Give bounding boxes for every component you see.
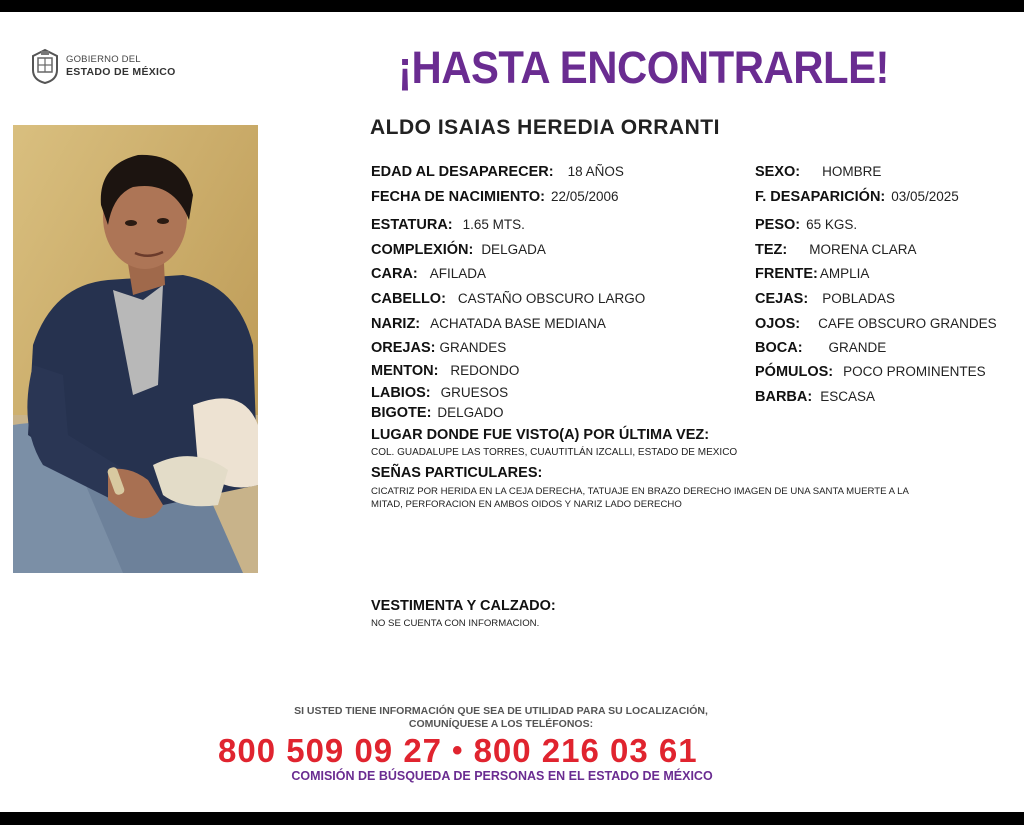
field-chin: MENTON: REDONDO: [371, 363, 520, 379]
poster-headline: ¡HASTA ENCONTRARLE!: [398, 42, 889, 93]
field-face: CARA: AFILADA: [371, 266, 486, 282]
field-forehead: FRENTE: AMPLIA: [755, 266, 870, 282]
field-age: EDAD AL DESAPARECER: 18 AÑOS: [371, 164, 624, 180]
commission-name: COMISIÓN DE BÚSQUEDA DE PERSONAS EN EL ESTADO DE MÉXICO: [291, 769, 713, 783]
field-height: ESTATURA: 1.65 MTS.: [371, 217, 525, 233]
coat-of-arms-icon: [30, 48, 60, 84]
field-nose: NARIZ: ACHATADA BASE MEDIANA: [371, 316, 606, 332]
phone-numbers: [218, 732, 698, 770]
marks-line-2: MITAD, PERFORACION EN AMBOS OIDOS Y NARIZ LADO DERECHO: [371, 499, 682, 510]
government-logo: [30, 48, 176, 84]
last-seen-location: COL. GUADALUPE LAS TORRES, CUAUTITLÁN IZCALLI, ESTADO DE MEXICO: [371, 447, 738, 458]
marks-title: SEÑAS PARTICULARES:: [371, 465, 543, 481]
field-mouth: BOCA: GRANDE: [755, 340, 887, 356]
phone-separator: •: [452, 734, 464, 767]
field-disappearance-date: F. DESAPARICIÓN: 03/05/2025: [755, 189, 959, 205]
field-beard: BARBA: ESCASA: [755, 389, 875, 405]
phone-number-2[interactable]: 800 216 03 61: [473, 732, 698, 769]
clothing-text: NO SE CUENTA CON INFORMACION.: [371, 618, 540, 629]
field-eyebrows: CEJAS: POBLADAS: [755, 291, 895, 307]
logo-line-2: ESTADO DE MÉXICO: [66, 66, 176, 78]
field-lips: LABIOS: GRUESOS: [371, 385, 509, 401]
missing-person-poster: [0, 12, 1024, 812]
field-ears: OREJAS: GRANDES: [371, 340, 507, 356]
logo-line-1: GOBIERNO DEL: [66, 54, 141, 65]
field-sex: SEXO: HOMBRE: [755, 164, 882, 180]
field-cheekbones: PÓMULOS: POCO PROMINENTES: [755, 364, 986, 380]
last-seen-title: LUGAR DONDE FUE VISTO(A) POR ÚLTIMA VEZ:: [371, 427, 710, 443]
contact-instructions: SI USTED TIENE INFORMACIÓN QUE SEA DE UTILIDAD PARA SU LOCALIZACIÓN, COMUNÍQUESE A LOS TELÉFONOS:: [294, 705, 708, 730]
field-moustache: BIGOTE: DELGADO: [371, 405, 504, 421]
phone-number-1[interactable]: 800 509 09 27: [218, 732, 443, 769]
field-weight: PESO: 65 KGS.: [755, 217, 858, 233]
clothing-title: VESTIMENTA Y CALZADO:: [371, 598, 556, 614]
field-hair: CABELLO: CASTAÑO OBSCURO LARGO: [371, 291, 646, 307]
field-skin-tone: TEZ: MORENA CLARA: [755, 242, 917, 258]
person-name: ALDO ISAIAS HEREDIA ORRANTI: [370, 116, 720, 139]
field-birth-date: FECHA DE NACIMIENTO: 22/05/2006: [371, 189, 619, 205]
field-build: COMPLEXIÓN: DELGADA: [371, 242, 546, 258]
person-photo: [13, 125, 258, 573]
person-photo-illustration: [13, 125, 258, 573]
field-eyes: OJOS: CAFE OBSCURO GRANDES: [755, 316, 997, 332]
marks-line-1: CICATRIZ POR HERIDA EN LA CEJA DERECHA, TATUAJE EN BRAZO DERECHO IMAGEN DE UNA SANTA MUERTE A LA: [371, 486, 909, 497]
